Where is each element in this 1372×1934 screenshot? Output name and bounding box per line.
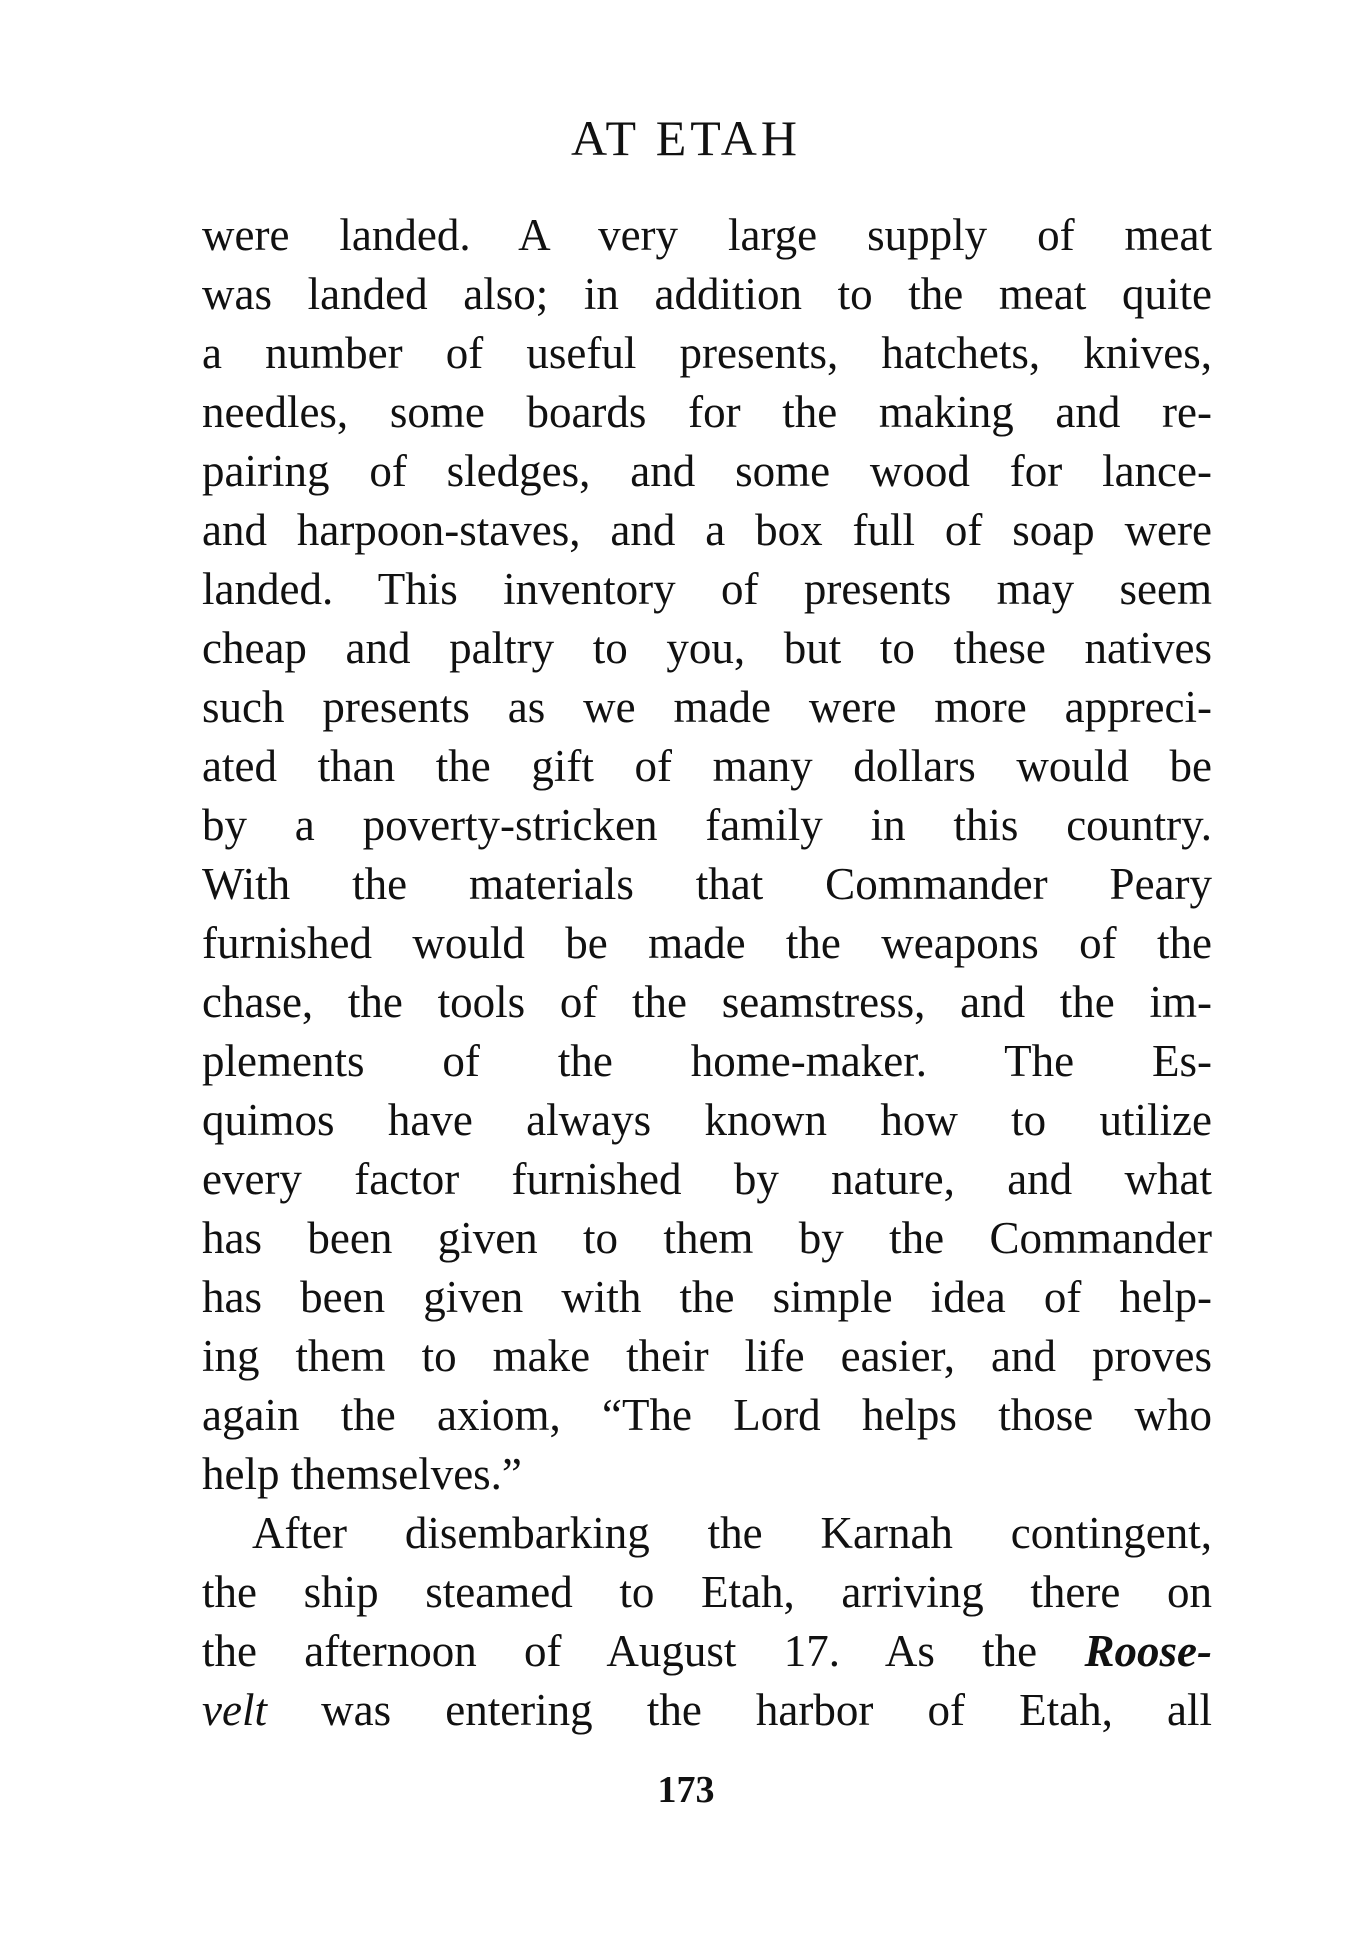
text-line: and harpoon-staves, and a box full of soap were <box>202 505 1212 555</box>
text-line: by a poverty-stricken family in this country. <box>202 800 1212 850</box>
page-number: 173 <box>657 1769 715 1811</box>
text-line <box>202 1622 1212 1681</box>
text-line: ated than the gift of many dollars would be <box>202 741 1212 791</box>
text-line: every factor furnished by nature, and what <box>202 1154 1212 1204</box>
text-line: a number of useful presents, hatchets, knives, <box>202 328 1212 378</box>
text-line: such presents as we made were more appreci- <box>202 682 1212 732</box>
paragraph-1 <box>202 206 1212 1504</box>
text-line: pairing of sledges, and some wood for lance- <box>202 446 1212 496</box>
text-line: help themselves.” <box>202 1449 522 1499</box>
paragraph-2 <box>202 1504 1212 1740</box>
text-segment: the afternoon of August 17. As the <box>202 1626 1085 1676</box>
text-line: quimos have always known how to utilize <box>202 1095 1212 1145</box>
text-line: ing them to make their life easier, and proves <box>202 1331 1212 1381</box>
text-line: has been given to them by the Commander <box>202 1213 1212 1263</box>
text-line: chase, the tools of the seamstress, and the im- <box>202 977 1212 1027</box>
text-line: With the materials that Commander Peary <box>202 859 1212 909</box>
text-line: landed. This inventory of presents may seem <box>202 564 1212 614</box>
text-line: was landed also; in addition to the meat quite <box>202 269 1212 319</box>
ship-name-italic: Roose- <box>1084 1626 1212 1676</box>
body-text <box>202 206 1212 1740</box>
ship-name-italic: velt <box>202 1685 267 1735</box>
text-line: furnished would be made the weapons of the <box>202 918 1212 968</box>
text-line <box>202 1681 1212 1740</box>
text-line: needles, some boards for the making and re- <box>202 387 1212 437</box>
text-line: the ship steamed to Etah, arriving there on <box>202 1567 1212 1617</box>
text-line: After disembarking the Karnah contingent, <box>252 1508 1212 1558</box>
text-line: again the axiom, “The Lord helps those who <box>202 1390 1212 1440</box>
text-line: has been given with the simple idea of help- <box>202 1272 1212 1322</box>
running-head: AT ETAH <box>570 110 801 166</box>
text-segment: was entering the harbor of Etah, all <box>266 1685 1212 1735</box>
text-line: plements of the home-maker. The Es- <box>202 1036 1212 1086</box>
text-line: were landed. A very large supply of meat <box>202 210 1212 260</box>
text-line: cheap and paltry to you, but to these natives <box>202 623 1212 673</box>
